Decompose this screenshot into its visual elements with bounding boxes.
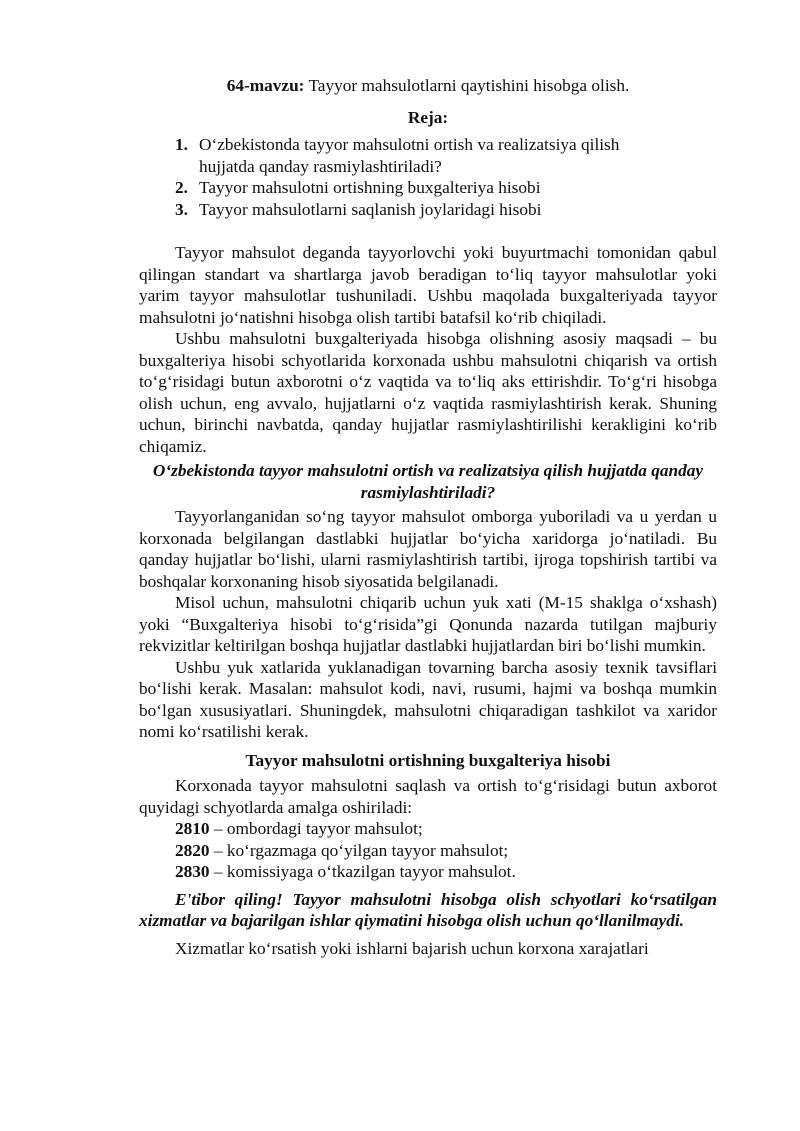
section2-paragraph-2: Xizmatlar ko‘rsatish yoki ishlarni bajarish uchun korxona xarajatlari bbox=[175, 938, 649, 958]
topic-title bbox=[139, 75, 717, 97]
section1-paragraph-1: Tayyorlanganidan so‘ng tayyor mahsulot omborga yuboriladi va u yerdan u korxonada belgilangan dastlabki hujjatlar bo‘yicha xaridorga jo‘natiladi. Bu qanday hujjatlar bo‘lishi, ularni rasmiylashtirish tartibi, ijroga topshirish tartibi va boshqalar korxonaning hisob siyosatida belgilanadi. bbox=[139, 507, 717, 591]
section-heading-documents: O‘zbekistonda tayyor mahsulotni ortish va realizatsiya qilish hujjatda qanday rasmiylashtiriladi? bbox=[152, 461, 704, 502]
plan-item-number: 2. bbox=[175, 178, 188, 197]
intro-paragraph-1: Tayyor mahsulot deganda tayyorlovchi yoki buyurtmachi tomonidan qabul qilingan standart va shartlarga javob beradigan to‘liq tayyor mahsulotlar yoki yarim tayyor mahsulotlar tushuniladi. Ushbu maqolada buxgalteriyada tayyor mahsulotni jo‘natishni hisobga olish tartibi batafsil ko‘rib chiqiladi. bbox=[139, 243, 717, 327]
document-page bbox=[139, 72, 717, 959]
account-description: – ko‘rgazmaga qo‘yilgan tayyor mahsulot; bbox=[209, 840, 509, 860]
plan-item bbox=[139, 199, 659, 221]
plan-item-number: 3. bbox=[175, 199, 188, 219]
plan-item bbox=[139, 134, 659, 177]
account-line bbox=[139, 818, 717, 840]
intro-paragraph-2: Ushbu mahsulotni buxgalteriyada hisobga olishning asosiy maqsadi – bu buxgalteriya hisobi schyotlarida korxonada ushbu mahsulotni chiqarish va ortish to‘g‘risidagi butun axborotni o‘z vaqtida va to‘liq aks ettirishdir. To‘g‘ri hisobga olish uchun, eng avvalo, hujjatlarni o‘z vaqtida rasmiylashtirish kerak. Shuning uchun, birinchi navbatda, qanday hujjatlar rasmiylashtirilishi kerakligini ko‘rib chiqamiz. bbox=[139, 329, 717, 456]
section1-paragraph-2: Misol uchun, mahsulotni chiqarib uchun yuk xati (M-15 shaklga o‘xshash) yoki “Buxgalteriya hisobi to‘g‘risida”gi Qonunda nazarda tutilgan majburiy rekvizitlar keltirilgan boshqa hujjatlar dastlabki hujjatlardan biri bo‘lishi mumkin. bbox=[139, 593, 717, 655]
account-line bbox=[139, 861, 717, 883]
plan-item-text: Tayyor mahsulotlarni saqlanish joylaridagi hisobi bbox=[199, 199, 542, 219]
section2-paragraph-1: Korxonada tayyor mahsulotni saqlash va ortish to‘g‘risidagi butun axborot quyidagi schyotlarda amalga oshiriladi: bbox=[139, 776, 717, 817]
plan-item-text: O‘zbekistonda tayyor mahsulotni ortish va realizatsiya qilish hujjatda qanday rasmiylashtiriladi? bbox=[199, 135, 620, 176]
topic-label: 64-mavzu: bbox=[226, 76, 305, 95]
section-heading-accounting: Tayyor mahsulotni ortishning buxgalteriya hisobi bbox=[245, 750, 611, 770]
account-code: 2830 bbox=[175, 862, 210, 881]
account-description: – komissiyaga o‘tkazilgan tayyor mahsulot. bbox=[209, 862, 516, 881]
plan-item-number: 1. bbox=[175, 135, 188, 154]
notice-paragraph: E'tibor qiling! Tayyor mahsulotni hisobga olish schyotlari ko‘rsatilgan xizmatlar va bajarilgan ishlar qiymatini hisobga olish uchun qo‘llanilmaydi. bbox=[139, 889, 717, 930]
account-line bbox=[139, 840, 717, 862]
plan-heading: Reja: bbox=[407, 107, 449, 127]
account-code: 2810 bbox=[175, 819, 210, 838]
topic-text: Tayyor mahsulotlarni qaytishini hisobga olish. bbox=[308, 76, 630, 95]
plan-item-text: Tayyor mahsulotni ortishning buxgalteriya hisobi bbox=[199, 178, 541, 197]
account-description: – ombordagi tayyor mahsulot; bbox=[209, 819, 423, 838]
section1-paragraph-3: Ushbu yuk xatlarida yuklanadigan tovarning barcha asosiy texnik tavsiflari bo‘lishi kerak. Masalan: mahsulot kodi, navi, rusumi, hajmi va boshqa mumkin bo‘lgan xususiyatlari. Shuningdek, mahsulotni chiqaradigan tashkilot va xaridor nomi ko‘rsatilishi kerak. bbox=[139, 657, 717, 741]
plan-list bbox=[139, 134, 717, 220]
plan-item bbox=[139, 177, 659, 199]
account-code: 2820 bbox=[175, 840, 210, 860]
